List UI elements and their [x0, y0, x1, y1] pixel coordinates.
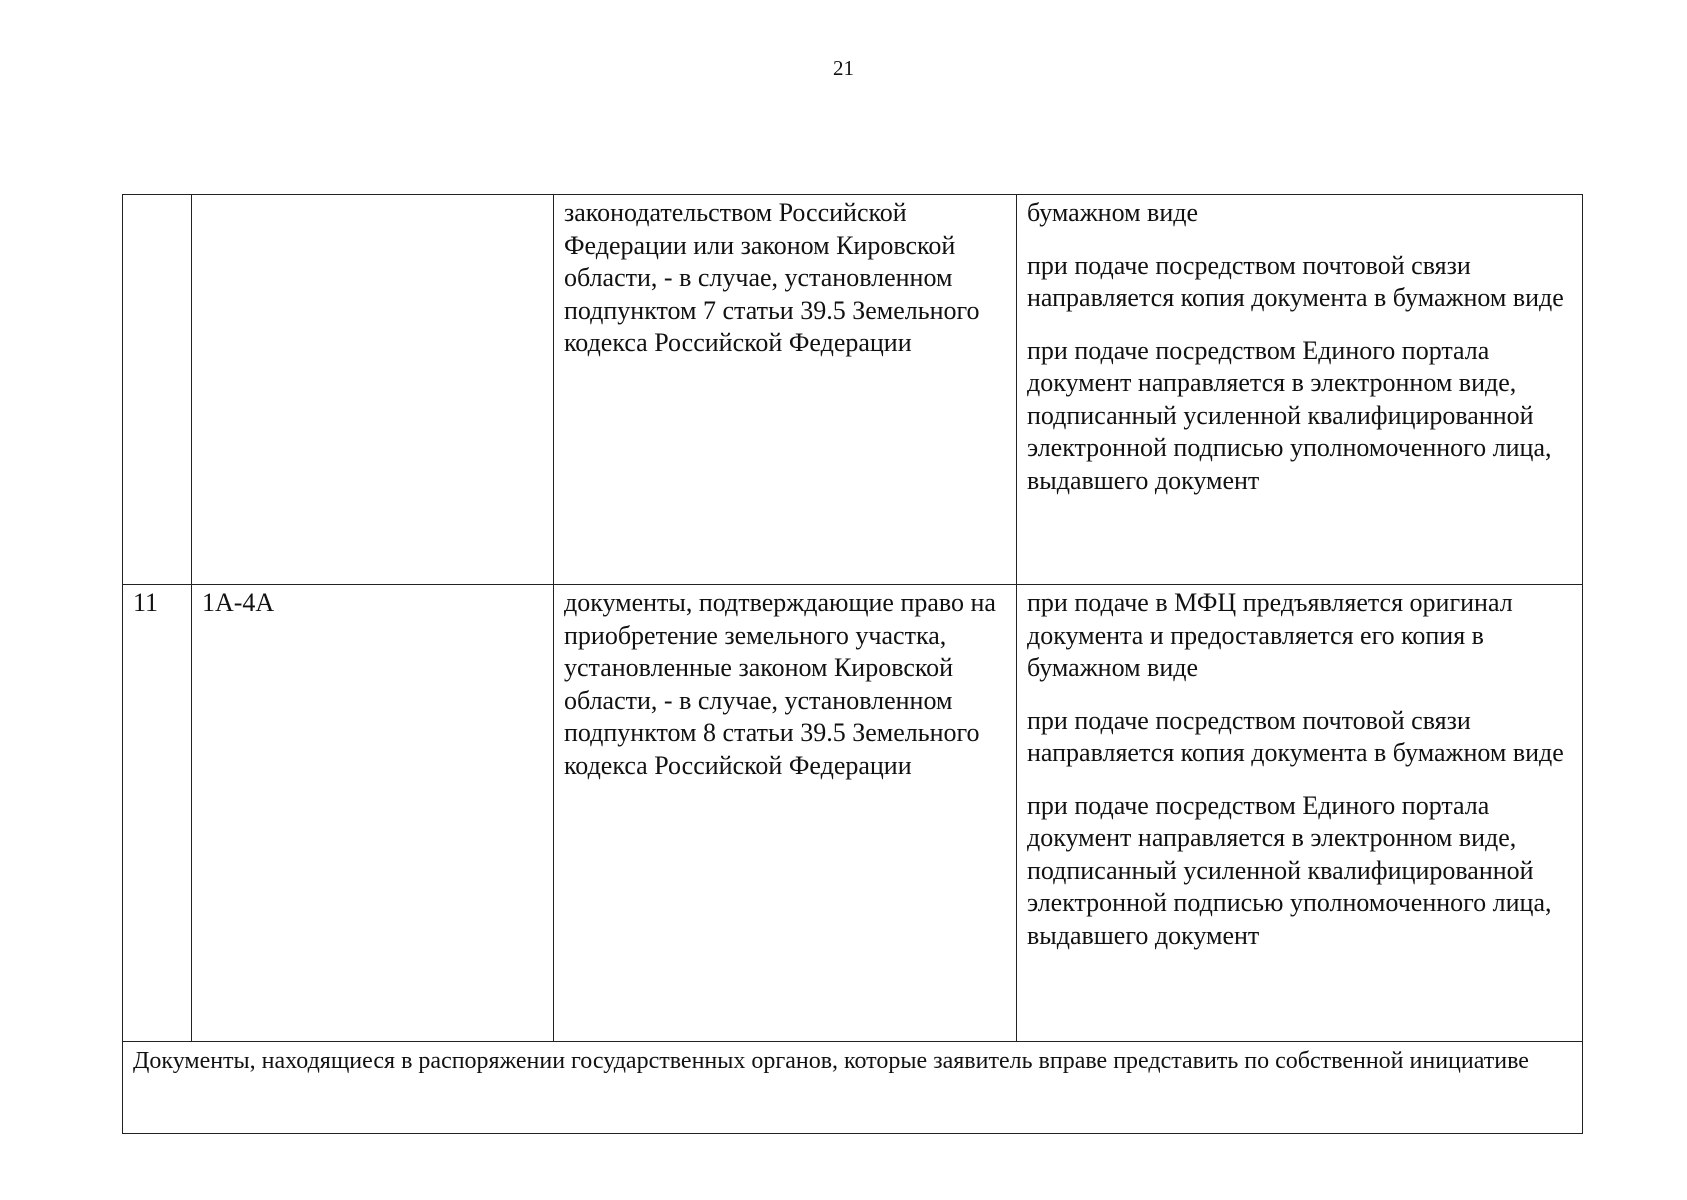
table-row	[123, 195, 1583, 585]
row-number-cell	[123, 585, 192, 1042]
row-number-cell	[123, 195, 192, 585]
row-number: 11	[133, 588, 159, 617]
page-number: 21	[833, 56, 854, 80]
submission-method: при подаче посредством Единого портала документ направляется в электронном виде, подписанный усиленной квалифицированной электронной подписью уполномоченного лица, выдавшего документ	[1027, 790, 1552, 950]
submission-method: бумажном виде	[1027, 198, 1199, 227]
section-heading-row	[123, 1042, 1583, 1134]
document-description-cell	[554, 585, 1017, 1042]
submission-methods-cell	[1017, 585, 1583, 1042]
table-row	[123, 585, 1583, 1042]
document-description-cell	[554, 195, 1017, 585]
submission-methods-cell	[1017, 195, 1583, 585]
document-code-cell	[192, 585, 554, 1042]
document-code-cell	[192, 195, 554, 585]
submission-method: при подаче посредством почтовой связи направляется копия документа в бумажном виде	[1027, 250, 1564, 312]
submission-method: при подаче посредством почтовой связи направляется копия документа в бумажном виде	[1027, 705, 1564, 767]
submission-method: при подаче посредством Единого портала документ направляется в электронном виде, подписанный усиленной квалифицированной электронной подписью уполномоченного лица, выдавшего документ	[1027, 335, 1552, 495]
document-description: законодательством Российской Федерации или законом Кировской области, - в случае, установленном подпунктом 7 статьи 39.5 Земельного кодекса Российской Федерации	[564, 198, 980, 357]
submission-method: при подаче в МФЦ предъявляется оригинал документа и предоставляется его копия в бумажном виде	[1027, 588, 1513, 682]
document-code: 1А-4А	[202, 588, 275, 617]
section-heading: Документы, находящиеся в распоряжении государственных органов, которые заявитель вправе представить по собственной инициативе	[133, 1048, 1529, 1074]
document-description: документы, подтверждающие право на приобретение земельного участка, установленные законом Кировской области, - в случае, установленном подпунктом 8 статьи 39.5 Земельного кодекса Российской Федерации	[564, 588, 996, 780]
section-heading-cell	[123, 1042, 1583, 1134]
documents-table	[122, 194, 1583, 1134]
